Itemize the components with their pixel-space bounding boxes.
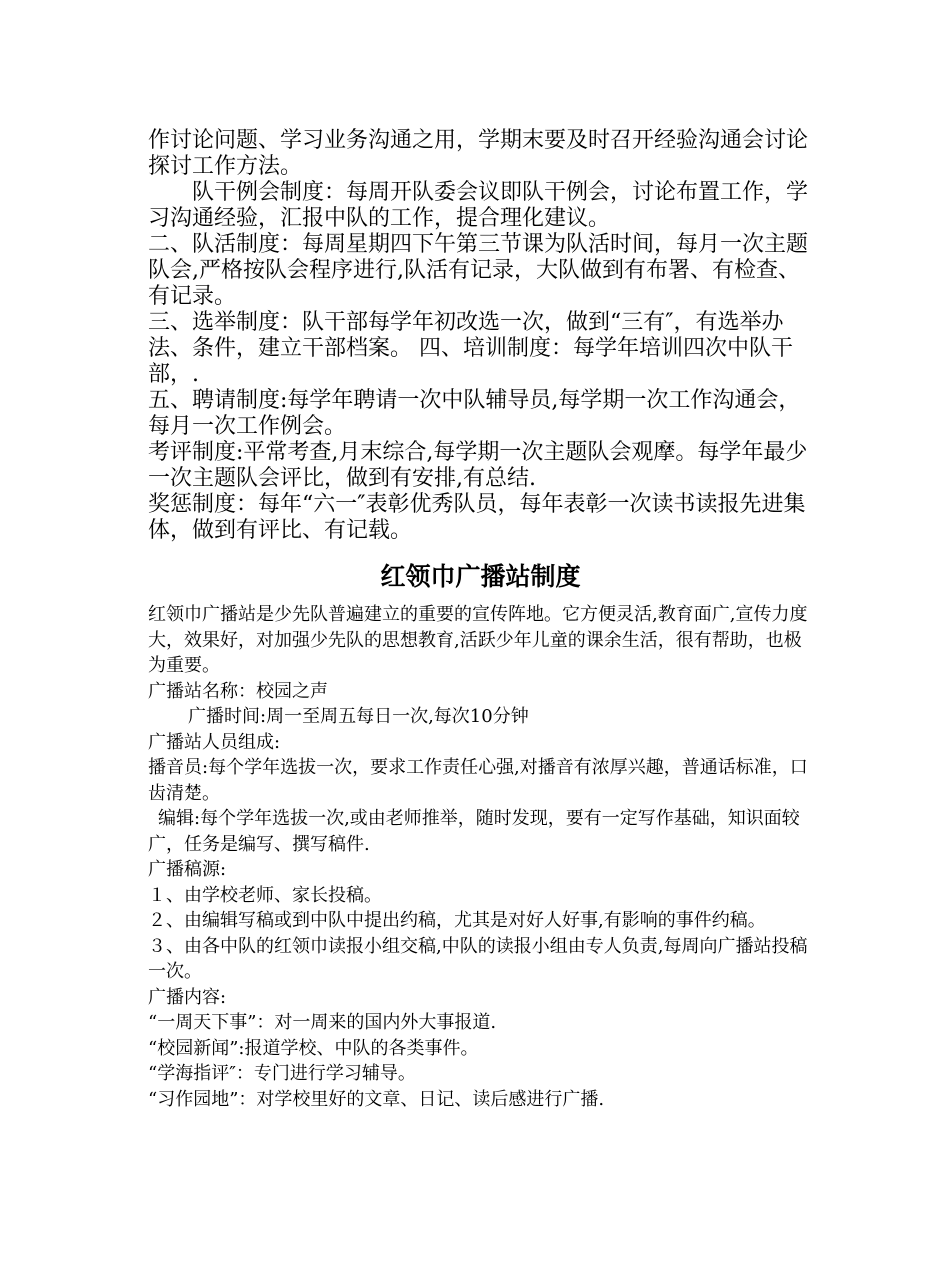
paragraph-reward-system: 奖惩制度：每年“六一″表彰优秀队员，每年表彰一次读书读报先进集体，做到有评比、有记载。 bbox=[148, 492, 806, 543]
list-item-source-3: ３、由各中队的红领巾读报小组交稿,中队的读报小组由专人负责,每周向广播站投稿一次。 bbox=[148, 935, 808, 982]
list-item-content-writing-garden: “习作园地”：对学校里好的文章、日记、读后感进行广播. bbox=[148, 1088, 605, 1110]
paragraph-evaluation-system: 考评制度:平常考查,月末综合,每学期一次主题队会观摩。每学年最少一次主题队会评比，做到有安排,有总结. bbox=[148, 440, 808, 491]
paragraph-work-discussion: 作讨论问题、学习业务沟通之用，学期末要及时召开经验沟通会讨论探讨工作方法。 bbox=[148, 128, 809, 179]
list-item-source-1: １、由学校老师、家长投稿。 bbox=[148, 884, 382, 906]
paragraph-election-system: 三、选举制度：队干部每学年初改选一次，做到“三有″，有选举办法、条件，建立干部档案。 四、培训制度：每学年培训四次中队干部，. bbox=[148, 310, 793, 387]
paragraph-content-heading: 广播内容: bbox=[148, 986, 227, 1008]
list-item-content-weekly-news: “一周天下事”：对一周来的国内外大事报道. bbox=[148, 1012, 497, 1033]
paragraph-station-name: 广播站名称：校园之声 bbox=[148, 680, 328, 702]
list-item-content-study-guide: “学海指评″：专门进行学习辅导。 bbox=[148, 1063, 416, 1084]
paragraph-team-activity-system: 二、队活制度：每周星期四下午第三节课为队活时间，每月一次主题队会,严格按队会程序进行,队活有记录，大队做到有布署、有检查、有记录。 bbox=[148, 232, 809, 309]
list-item-content-campus-news: “校园新闻”:报道学校、中队的各类事件。 bbox=[148, 1037, 479, 1059]
paragraph-broadcast-time: 广播时间:周一至周五每日一次,每次10分钟 bbox=[188, 706, 529, 727]
paragraph-announcer: 播音员:每个学年选拔一次，要求工作责任心强,对播音有浓厚兴趣，普通话标准，口齿清楚。 bbox=[148, 757, 808, 804]
list-item-source-2: ２、由编辑写稿或到中队中提出约稿，尤其是对好人好事,有影响的事件约稿。 bbox=[148, 910, 766, 931]
section-title: 红领巾广播站制度 bbox=[380, 562, 581, 591]
paragraph-team-meeting-system: 队干例会制度：每周开队委会议即队干例会，讨论布置工作，学习沟通经验，汇报中队的工作，提合理化建议。 bbox=[148, 180, 809, 231]
upper-section bbox=[148, 128, 813, 544]
paragraph-broadcast-intro: 红领巾广播站是少先队普遍建立的重要的宣传阵地。它方便灵活,教育面广,宣传力度大，效果好，对加强少先队的思想教育,活跃少年儿童的课余生活，很有帮助，也极为重要。 bbox=[148, 604, 808, 676]
paragraph-sources-heading: 广播稿源: bbox=[148, 859, 227, 880]
paragraph-staff-heading: 广播站人员组成: bbox=[148, 731, 281, 753]
broadcast-section bbox=[148, 602, 813, 1112]
paragraph-editor: 编辑:每个学年选拔一次,或由老师推举，随时发现，要有一定写作基础，知识面较广，任务是编写、撰写稿件. bbox=[148, 808, 800, 855]
paragraph-hiring-system: 五、聘请制度:每学年聘请一次中队辅导员,每学期一次工作沟通会，每月一次工作例会。 bbox=[148, 388, 801, 439]
